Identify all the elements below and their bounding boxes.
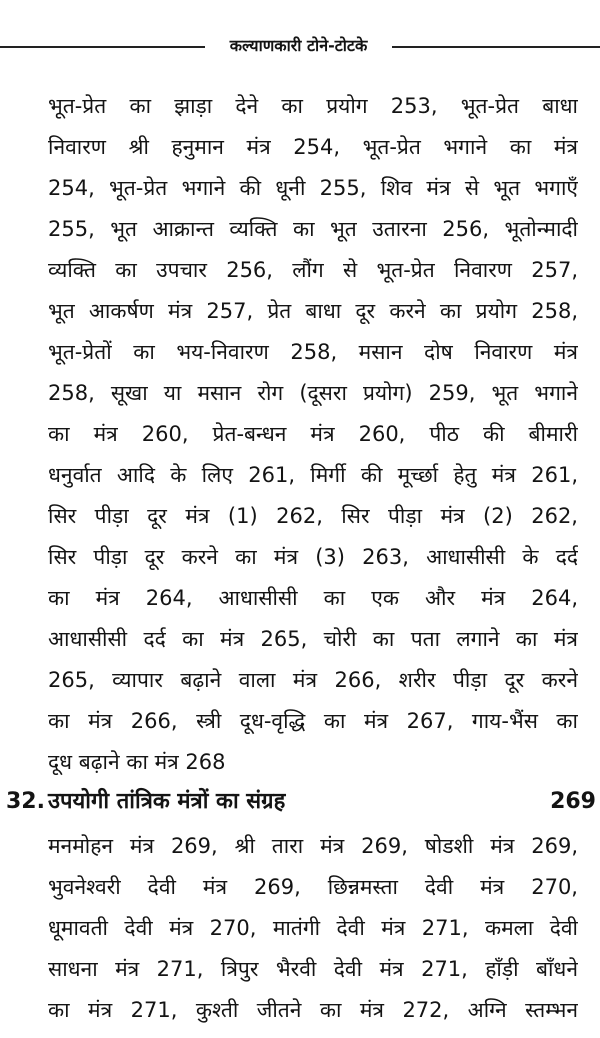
text-line: व्यक्ति का उपचार 256, लौंग से भूत-प्रेत निवारण 257, [48,258,578,282]
text-line: धूमावती देवी मंत्र 270, मातंगी देवी मंत्र 271, कमला देवी [48,916,578,940]
text-line: 255, भूत आक्रान्त व्यक्ति का भूत उतारना 256, भूतोन्मादी [48,217,578,241]
text-line: निवारण श्री हनुमान मंत्र 254, भूत-प्रेत भगाने का मंत्र [48,135,578,159]
header-rule-left [0,46,205,48]
text-line: दूध बढ़ाने का मंत्र 268 [48,750,226,774]
section-number: 32. [6,789,45,814]
section-text [48,826,578,1031]
text-line: 265, व्यापार बढ़ाने वाला मंत्र 266, शरीर पीड़ा दूर करने [48,668,578,692]
text-line: 254, भूत-प्रेत भगाने की धूनी 255, शिव मंत्र से भूत भगाएँ [48,176,578,200]
text-line: मनमोहन मंत्र 269, श्री तारा मंत्र 269, षोडशी मंत्र 269, [48,834,578,858]
text-line: साधना मंत्र 271, त्रिपुर भैरवी देवी मंत्र 271, हाँड़ी बाँधने [48,957,578,981]
text-line: का मंत्र 260, प्रेत-बन्धन मंत्र 260, पीठ की बीमारी [48,422,578,446]
text-line: का मंत्र 264, आधासीसी का एक और मंत्र 264, [48,586,578,610]
text-line: सिर पीड़ा दूर मंत्र (1) 262, सिर पीड़ा मंत्र (2) 262, [48,504,578,528]
header-rule-right [392,46,600,48]
text-line: भुवनेश्वरी देवी मंत्र 269, छिन्नमस्ता देवी मंत्र 270, [48,875,578,899]
text-line: भूत-प्रेतों का भय-निवारण 258, मसान दोष निवारण मंत्र [48,340,578,364]
text-line: धनुर्वात आदि के लिए 261, मिर्गी की मूर्च्छा हेतु मंत्र 261, [48,463,578,487]
section-heading [6,780,596,824]
text-line: सिर पीड़ा दूर करने का मंत्र (3) 263, आधासीसी के दर्द [48,545,578,569]
running-header [0,34,600,58]
text-line: का मंत्र 271, कुश्ती जीतने का मंत्र 272, अग्नि स्तम्भन [48,998,578,1022]
text-line: भूत आकर्षण मंत्र 257, प्रेत बाधा दूर करने का प्रयोग 258, [48,299,578,323]
section-title: उपयोगी तांत्रिक मंत्रों का संग्रह [48,789,286,814]
text-line: का मंत्र 266, स्त्री दूध-वृद्धि का मंत्र 267, गाय-भैंस का [48,709,578,733]
text-line: 258, सूखा या मसान रोग (दूसरा प्रयोग) 259, भूत भगाने [48,381,578,405]
header-title: कल्याणकारी टोने-टोटके [229,36,368,55]
entry-continued-text [48,86,578,783]
text-line: आधासीसी दर्द का मंत्र 265, चोरी का पता लगाने का मंत्र [48,627,578,651]
section-page-number: 269 [550,789,596,814]
text-line: भूत-प्रेत का झाड़ा देने का प्रयोग 253, भूत-प्रेत बाधा [48,94,578,118]
